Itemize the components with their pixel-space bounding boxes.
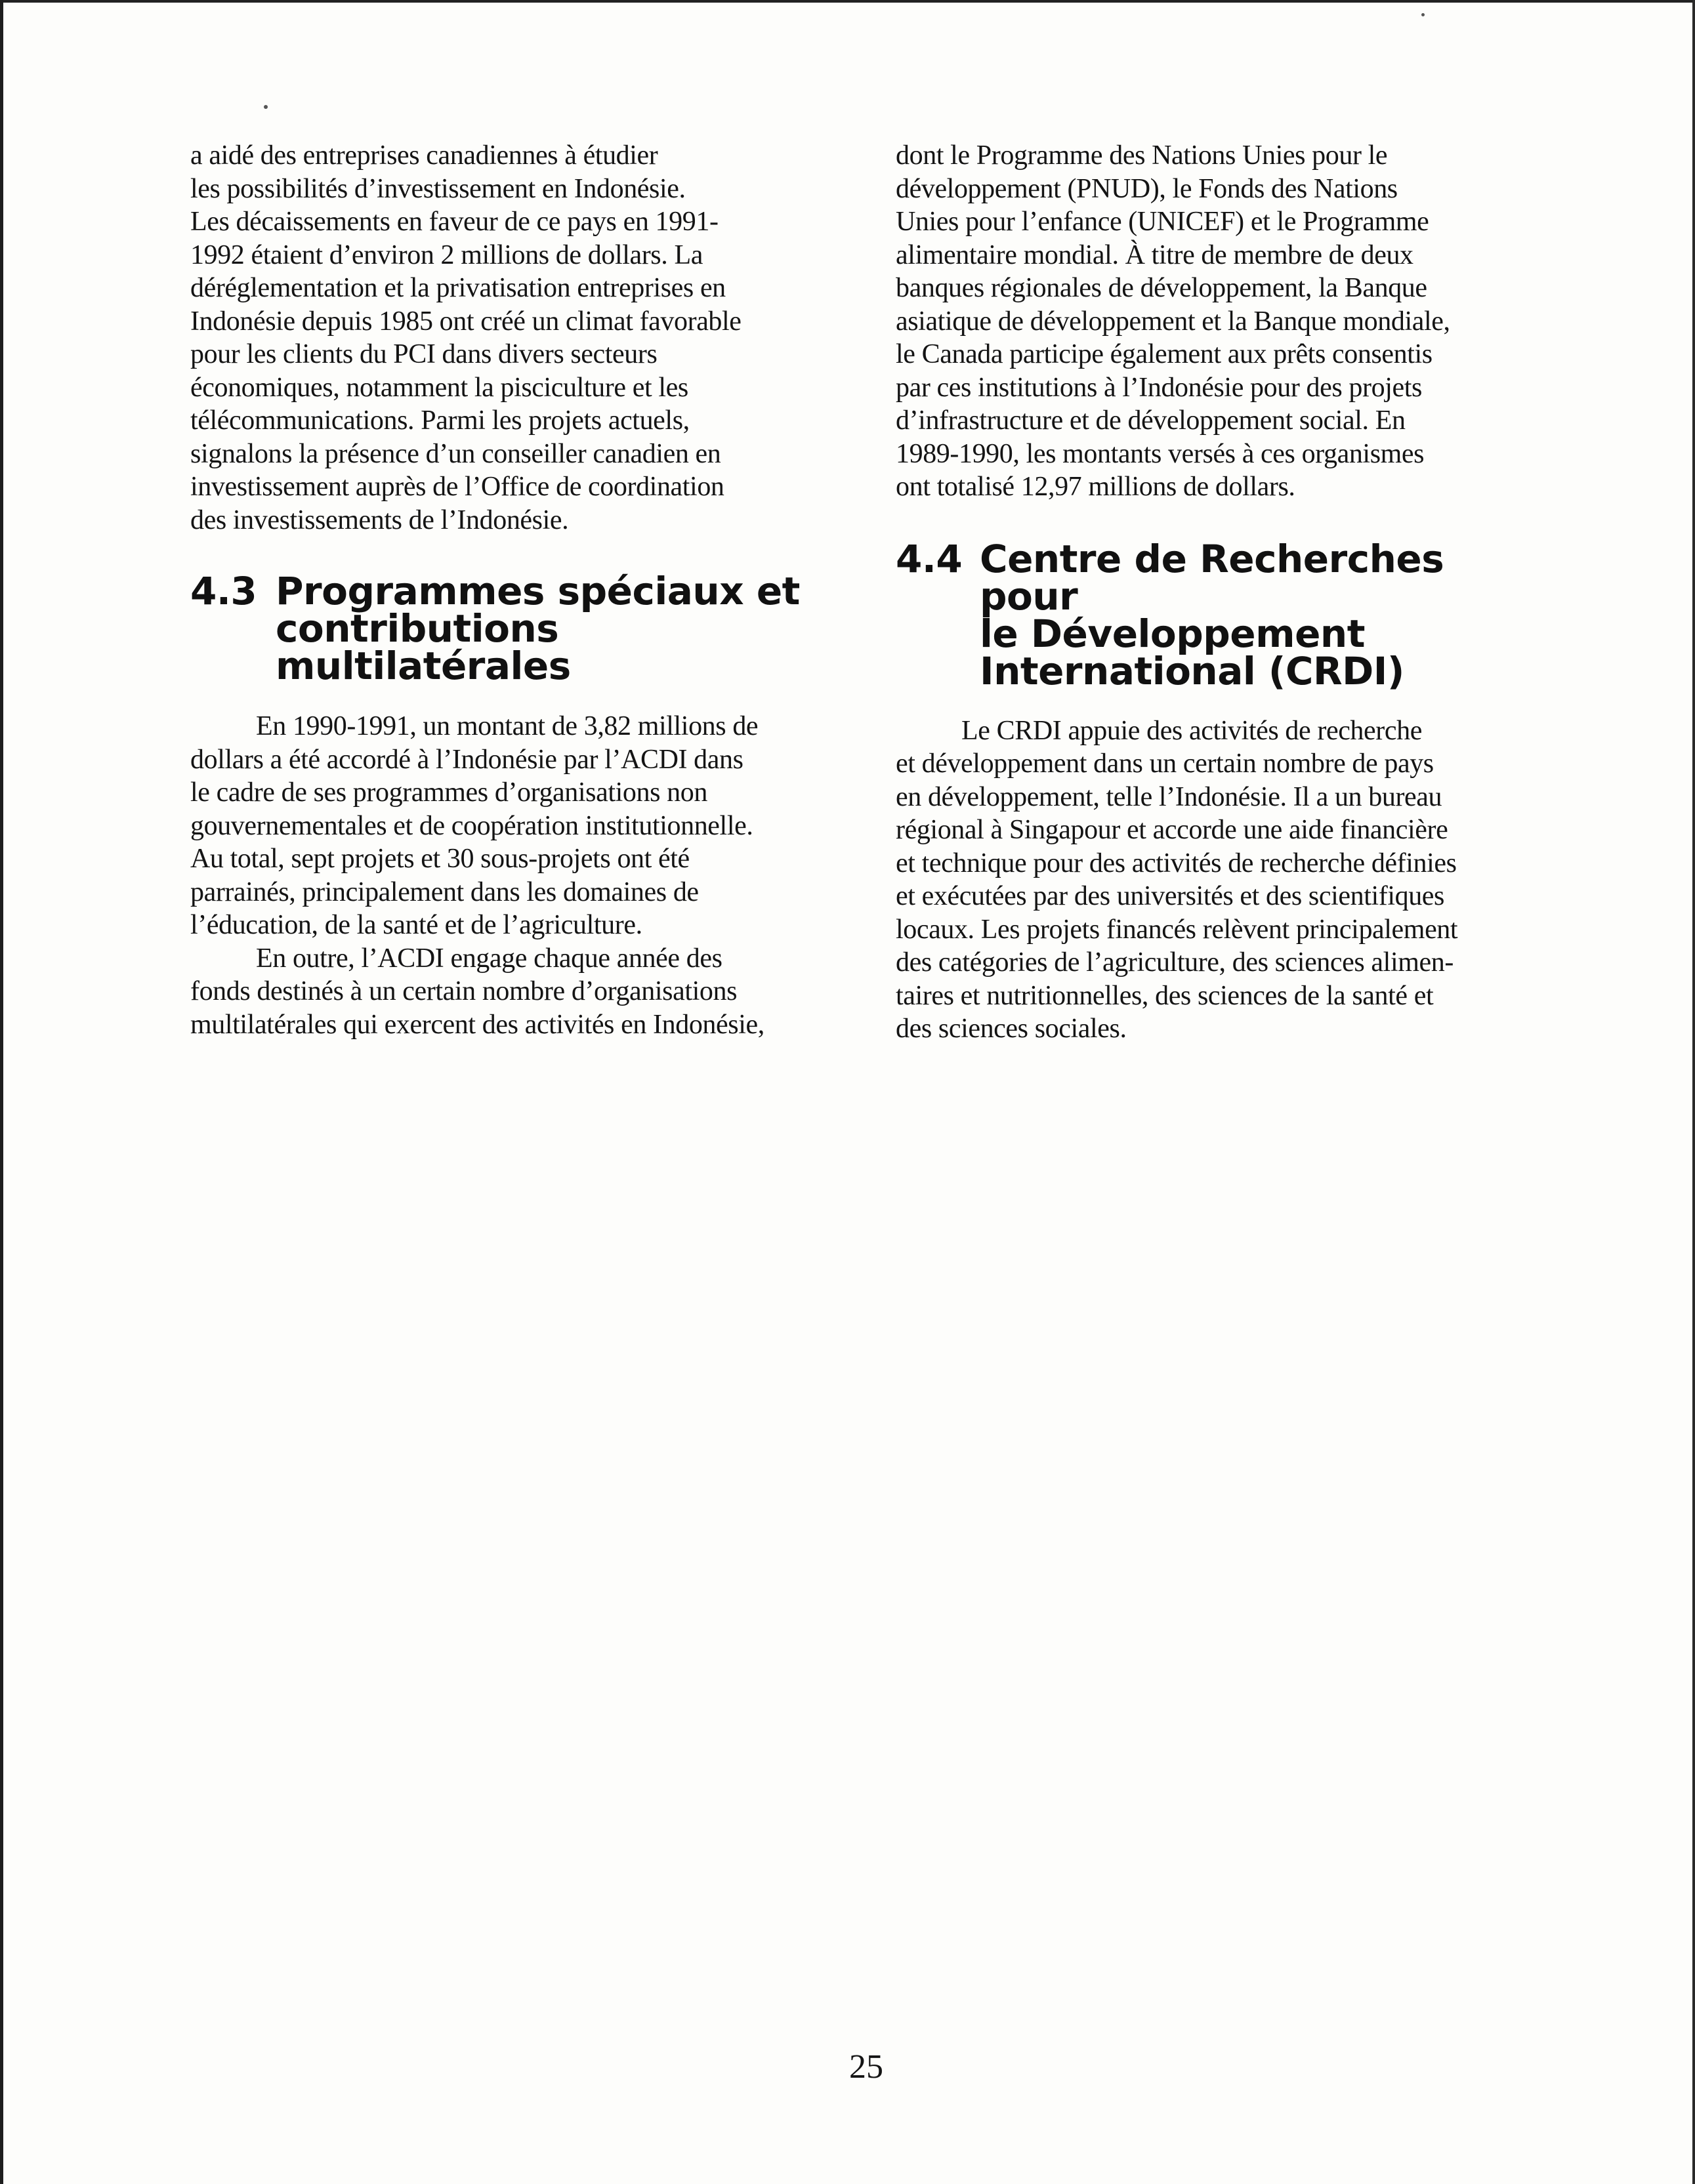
right-paragraph-1: dont le Programme des Nations Unies pour le développement (PNUD), le Fonds des Nations Unies pour l’enfance (UNICEF) et le Programme alimentaire mondial. À titre de membre de deux banques régionales de développement, la Banque asiatique de développement et la Banque mondiale, le Canada participe également aux prêts consentis par ces institutions à l’Indonésie pour des projets d’infrastructure et de développement social. En 1989-1990, les montants versés à ces organismes ont totalisé 12,97 millions de dollars. <box>896 140 1450 502</box>
left-column <box>190 139 847 1041</box>
scan-edge-right <box>1692 0 1695 2184</box>
page-number: 25 <box>849 2048 883 2086</box>
section-number: 4.3 <box>190 569 257 613</box>
scan-edge-left <box>0 0 3 2184</box>
scan-speck <box>264 105 268 109</box>
right-paragraph-2: Le CRDI appuie des activités de recherche et développement dans un certain nombre de pays en développement, telle l’Indonésie. Il a un bureau régional à Singapour et accorde une aide financière et technique pour des activités de recherche définies et exécutées par des universités et des scientifiques locaux. Les projets financés relèvent principalement des catégories de l’agriculture, des sciences alimen- taires et nutritionnelles, des sciences de la santé et des sciences sociales. <box>896 715 1458 1044</box>
section-number: 4.4 <box>896 536 963 581</box>
right-column <box>896 139 1552 1046</box>
section-heading-4-3 <box>190 569 847 688</box>
scan-edge-top <box>0 0 1695 3</box>
left-paragraph-3: En outre, l’ACDI engage chaque année des fonds destinés à un certain nombre d’organisations multilatérales qui exercent des activités en Indonésie, <box>190 943 764 1040</box>
section-title: Centre de Recherches pour le Développement International (CRDI) <box>980 536 1444 693</box>
left-paragraph-1: a aidé des entreprises canadiennes à étudier les possibilités d’investissement en Indonésie. Les décaissements en faveur de ce pays en 1991- 1992 étaient d’environ 2 millions de dollars. La déréglementation et la privatisation entreprises en Indonésie depuis 1985 ont créé un climat favorable pour les clients du PCI dans divers secteurs économiques, notamment la pisciculture et les télécommunications. Parmi les projets actuels, signalons la présence d’un conseiller canadien en investissement auprès de l’Office de coordination des investissements de l’Indonésie. <box>190 140 742 535</box>
section-title: Programmes spéciaux et contributions multilatérales <box>276 569 800 688</box>
scan-speck <box>1421 13 1425 16</box>
section-heading-4-4 <box>896 536 1552 693</box>
left-paragraph-2: En 1990-1991, un montant de 3,82 millions de dollars a été accordé à l’Indonésie par l’ACDI dans le cadre de ses programmes d’organisations non gouvernementales et de coopération institutionnelle. Au total, sept projets et 30 sous-projets ont été parrainés, principalement dans les domaines de l’éducation, de la santé et de l’agriculture. <box>190 711 759 940</box>
